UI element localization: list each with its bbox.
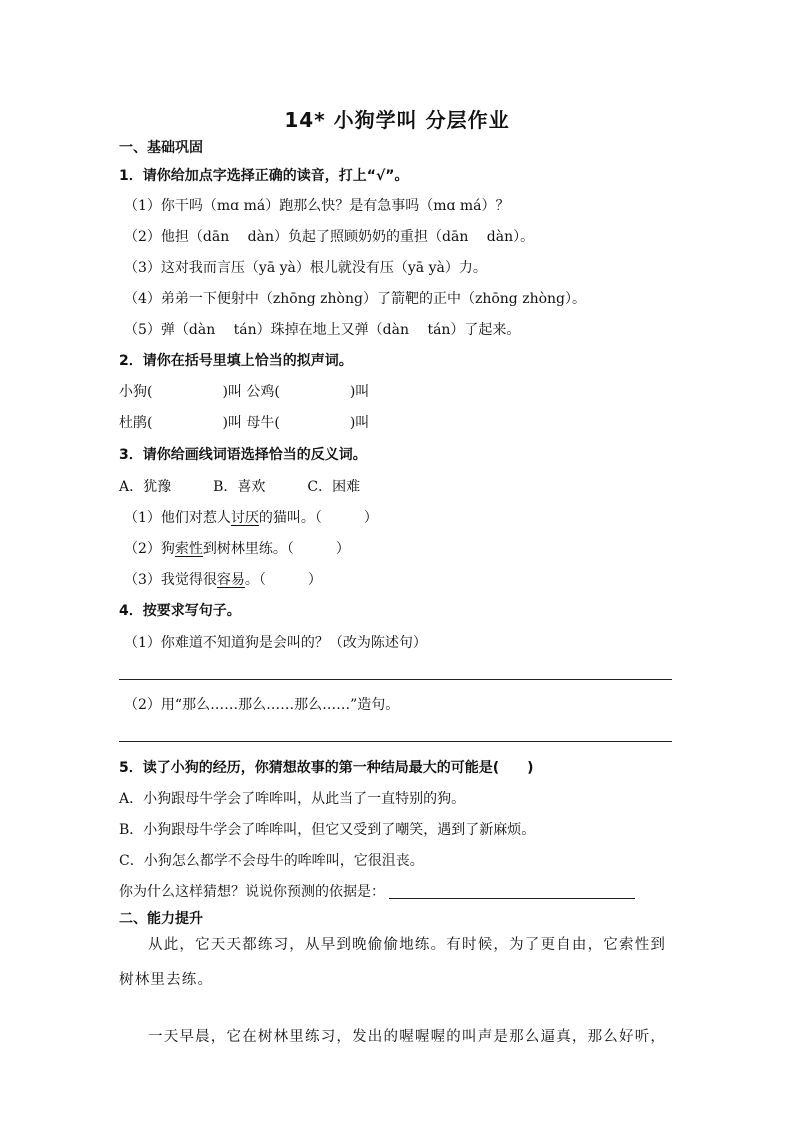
question-3-prompt: 3．请你给画线词语选择恰当的反义词。: [119, 447, 367, 463]
section-heading-advanced: 二、能力提升: [119, 911, 203, 927]
question-5-option-c: C．小狗怎么都学不会母牛的哞哞叫，它很沮丧。: [119, 853, 424, 869]
question-5-option-a: A．小狗跟母牛学会了哞哞叫，从此当了一直特别的狗。: [119, 791, 466, 807]
section-heading-basic: 一、基础巩固: [119, 140, 203, 156]
question-5-why: [119, 883, 635, 901]
underlined-word-3: 容易: [216, 572, 245, 588]
question-1-item-3: （3）这对我而言压（yā yà）根儿就没有压（yā yà）力。: [124, 260, 487, 276]
underlined-word-1: 讨厌: [230, 510, 259, 526]
answer-line-2[interactable]: [119, 741, 672, 742]
question-3-item-3: [124, 571, 322, 589]
question-3-item-2: [124, 540, 350, 558]
question-4-item-1: （1）你难道不知道狗是会叫的？（改为陈述句）: [124, 635, 427, 651]
question-4-prompt: 4．按要求写句子。: [119, 603, 241, 619]
answer-line-1[interactable]: [119, 679, 672, 680]
question-1-item-5: （5）弹（dàn tán）珠掉在地上又弹（dàn tán）了起来。: [124, 322, 521, 338]
question-1-item-2: （2）他担（dān dàn）负起了照顾奶奶的重担（dān dàn）。: [124, 229, 535, 245]
reading-paragraph-2: 一天早晨，它在树林里练习，发出的喔喔喔的叫声是那么逼真，那么好听，: [148, 1029, 667, 1045]
reading-paragraph-1: 从此，它天天都练习，从早到晚偷偷地练。有时候，为了更自由，它索性到树林里去练。: [119, 937, 667, 988]
question-2-prompt: 2．请你在括号里填上恰当的拟声词。: [119, 353, 353, 369]
question-3-item-1-post: 的猫叫。（ ）: [258, 510, 378, 526]
question-3-options: A．犹豫 B．喜欢 C．困难: [119, 479, 361, 495]
answer-blank[interactable]: [389, 884, 635, 899]
question-4-item-2: （2）用“那么……那么……那么……”造句。: [124, 697, 400, 713]
question-5-prompt: 5．读了小狗的经历，你猜想故事的第一种结局最大的可能是( ): [119, 760, 534, 776]
underlined-word-2: 索性: [174, 541, 203, 557]
question-5-why-text: 你为什么这样猜想？说说你预测的依据是：: [119, 884, 385, 900]
question-3-item-1-pre: （1）他们对惹人: [124, 510, 231, 526]
question-3-item-3-post: 。（ ）: [244, 572, 322, 588]
question-2-row-1: 小狗( )叫 公鸡( )叫: [119, 384, 370, 400]
question-1-item-1: （1）你干吗（mɑ má）跑那么快？是有急事吗（mɑ má）？: [124, 198, 510, 214]
question-1-item-4: （4）弟弟一下便射中（zhōng zhòng）了箭靶的正中（zhōng zhòng）。: [124, 291, 587, 307]
question-3-item-1: [124, 509, 378, 527]
question-2-row-2: 杜鹃( )叫 母牛( )叫: [119, 415, 370, 431]
question-3-item-2-post: 到树林里练。（ ）: [202, 541, 350, 557]
question-3-item-3-pre: （3）我觉得很: [124, 572, 217, 588]
question-3-item-2-pre: （2）狗: [124, 541, 175, 557]
question-1-prompt: 1．请你给加点字选择正确的读音，打上“√”。: [119, 168, 409, 184]
page-title: 14* 小狗学叫 分层作业: [284, 108, 510, 132]
question-5-option-b: B．小狗跟母牛学会了哞哞叫，但它又受到了嘲笑，遇到了新麻烦。: [119, 822, 536, 838]
